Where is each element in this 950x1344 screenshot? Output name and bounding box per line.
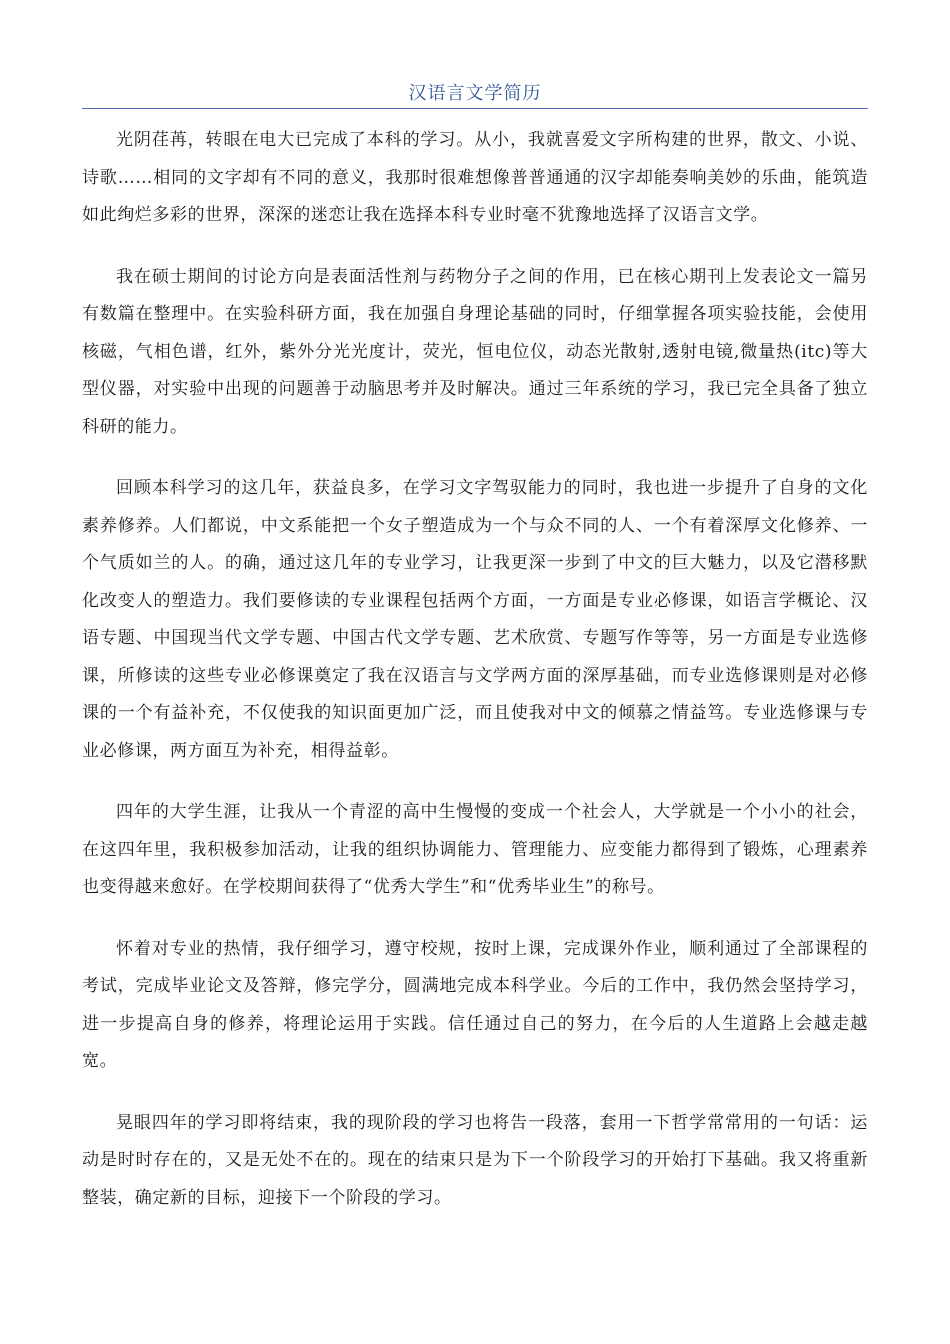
paragraph-review: 回顾本科学习的这几年，获益良多，在学习文字驾驭能力的同时，我也进一步提升了自身的文化素养修养。人们都说，中文系能把一个女子塑造成为一个与众不同的人、一个有着深厚文化修养、一个气质如兰的人。的确，通过这几年的专业学习，让我更深一步到了中文的巨大魅力，以及它潜移默化改变人的塑造力。我们要修读的专业课程包括两个方面，一方面是专业必修课，如语言学概论、汉语专题、中国现当代文学专题、中国古代文学专题、艺术欣赏、专题写作等等，另一方面是专业选修课，所修读的这些专业必修课奠定了我在汉语言与文学两方面的深厚基础，而专业选修课则是对必修课的一个有益补充，不仅使我的知识面更加广泛，而且使我对中文的倾慕之情益笃。专业选修课与专业必修课，两方面互为补充，相得益彰。 [82, 478, 868, 761]
title-divider [82, 108, 868, 109]
page-title: 汉语言文学简历 [408, 83, 542, 104]
paragraph-study-attitude: 怀着对专业的热情，我仔细学习，遵守校规，按时上课，完成课外作业，顺利通过了全部课程的考试，完成毕业论文及答辩，修完学分，圆满地完成本科学业。今后的工作中，我仍然会坚持学习，进一步提高自身的修养，将理论运用于实践。信任通过自己的努力，在今后的人生道路上会越走越宽。 [82, 938, 868, 1071]
document-body [82, 122, 868, 1241]
paragraph-intro: 光阴荏苒，转眼在电大已完成了本科的学习。从小，我就喜爱文字所构建的世界，散文、小说、诗歌……相同的文字却有不同的意义，我那时很难想像普普通通的汉字却能奏响美妙的乐曲，能筑造如此绚烂多彩的世界，深深的迷恋让我在选择本科专业时毫不犹豫地选择了汉语言文学。 [82, 130, 868, 225]
paragraph-university-life: 四年的大学生涯，让我从一个青涩的高中生慢慢的变成一个社会人，大学就是一个小小的社会，在这四年里，我积极参加活动，让我的组织协调能力、管理能力、应变能力都得到了锻炼，心理素养也变得越来愈好。在学校期间获得了“优秀大学生”和“优秀毕业生”的称号。 [82, 802, 868, 897]
paragraph-conclusion: 晃眼四年的学习即将结束，我的现阶段的学习也将告一段落，套用一下哲学常常用的一句话：运动是时时存在的，又是无处不在的。现在的结束只是为下一个阶段学习的开始打下基础。我又将重新整装，确定新的目标，迎接下一个阶段的学习。 [82, 1112, 868, 1208]
paragraph-research: 我在硕士期间的讨论方向是表面活性剂与药物分子之间的作用，已在核心期刊上发表论文一篇另有数篇在整理中。在实验科研方面，我在加强自身理论基础的同时，仔细掌握各项实验技能，会使用核磁，气相色谱，红外，紫外分光光度计，荧光，恒电位仪，动态光散射,透射电镜,微量热(itc)等大型仪器，对实验中出现的问题善于动脑思考并及时解决。通过三年系统的学习，我已完全具备了独立科研的能力。 [82, 266, 868, 437]
